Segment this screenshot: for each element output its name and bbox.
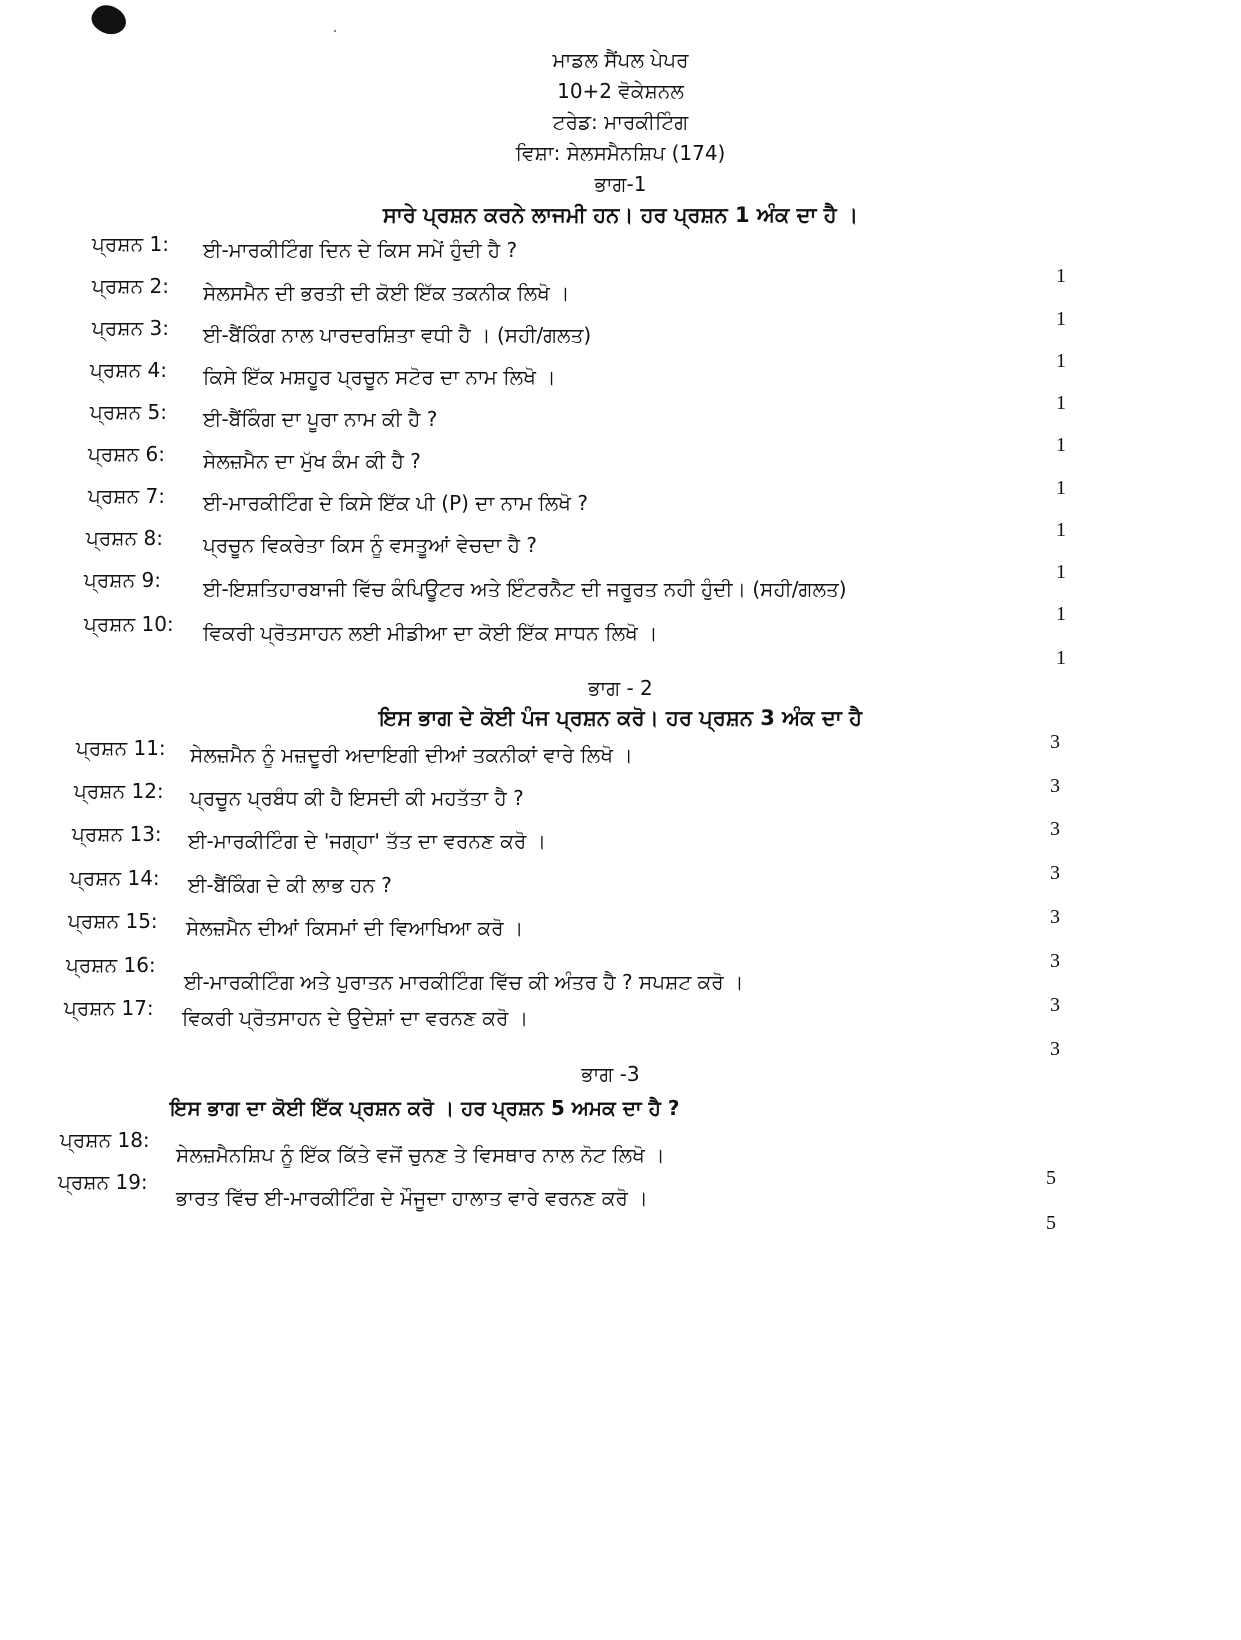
- mark-value: 3: [1050, 1038, 1060, 1060]
- mark-value: 5: [1046, 1212, 1056, 1234]
- ink-dot: [334, 30, 336, 32]
- question-label: ਪ੍ਰਸ਼ਨ 9:: [84, 568, 161, 592]
- mark-value: 1: [1056, 603, 1066, 625]
- question-text: ਪ੍ਰਚੂਨ ਵਿਕਰੇਤਾ ਕਿਸ ਨੂੰ ਵਸਤੂਆਂ ਵੇਚਦਾ ਹੈ ?: [203, 533, 538, 557]
- question-label: ਪ੍ਰਸ਼ਨ 6:: [88, 442, 165, 466]
- mark-value: 1: [1056, 308, 1066, 330]
- mark-value: 5: [1046, 1167, 1056, 1189]
- mark-value: 3: [1050, 731, 1060, 753]
- question-label: ਪ੍ਰਸ਼ਨ 2:: [92, 274, 169, 298]
- question-text: ਈ-ਇਸ਼ਤਿਹਾਰਬਾਜੀ ਵਿੱਚ ਕੰਪਿਊਟਰ ਅਤੇ ਇੰਟਰਨੈਟ ਦੀ ਜਰੂਰਤ ਨਹੀ ਹੁੰਦੀ। (ਸਹੀ/ਗਲਤ): [203, 577, 847, 601]
- question-text: ਸੇਲਜ਼ਮੈਨਸ਼ਿਪ ਨੂੰ ਇੱਕ ਕਿੱਤੇ ਵਜੋਂ ਚੁਨਣ ਤੇ ਵਿਸਥਾਰ ਨਾਲ ਨੋਟ ਲਿਖੋ ।: [176, 1143, 665, 1167]
- header-class: 10+2 ਵੋਕੇਸ਼ਨਲ: [557, 79, 684, 103]
- question-label: ਪ੍ਰਸ਼ਨ 16:: [66, 953, 156, 977]
- section-3-title: ਭਾਗ -3: [581, 1062, 640, 1086]
- mark-value: 3: [1050, 906, 1060, 928]
- question-label: ਪ੍ਰਸ਼ਨ 4:: [90, 358, 167, 382]
- section-3-instruction: ਇਸ ਭਾਗ ਦਾ ਕੋਈ ਇੱਕ ਪ੍ਰਸ਼ਨ ਕਰੋ । ਹਰ ਪ੍ਰਸ਼ਨ 5 ਅਮਕ ਦਾ ਹੈ ?: [170, 1096, 680, 1120]
- question-label: ਪ੍ਰਸ਼ਨ 18:: [60, 1128, 150, 1152]
- section-1-instruction: ਸਾਰੇ ਪ੍ਰਸ਼ਨ ਕਰਨੇ ਲਾਜਮੀ ਹਨ। ਹਰ ਪ੍ਰਸ਼ਨ 1 ਅੰਕ ਦਾ ਹੈ ।: [382, 203, 859, 227]
- question-text: ਪ੍ਰਚੂਨ ਪ੍ਰਬੰਧ ਕੀ ਹੈ ਇਸਦੀ ਕੀ ਮਹਤੱਤਾ ਹੈ ?: [190, 786, 524, 810]
- mark-value: 1: [1056, 392, 1066, 414]
- question-label: ਪ੍ਰਸ਼ਨ 17:: [64, 996, 154, 1020]
- question-text: ਸੇਲਜ਼ਮੈਨ ਦਾ ਮੁੱਖ ਕੰਮ ਕੀ ਹੈ ?: [203, 449, 421, 473]
- header-trade: ਟਰੇਡ: ਮਾਰਕੀਟਿੰਗ: [552, 110, 689, 134]
- mark-value: 1: [1056, 561, 1066, 583]
- question-text: ਸੇਲਜ਼ਮੈਨ ਦੀਆਂ ਕਿਸਮਾਂ ਦੀ ਵਿਆਖਿਆ ਕਰੋ ।: [186, 916, 524, 940]
- header-title: ਮਾਡਲ ਸੈਂਪਲ ਪੇਪਰ: [552, 48, 689, 72]
- mark-value: 1: [1056, 265, 1066, 287]
- question-label: ਪ੍ਰਸ਼ਨ 19:: [58, 1170, 148, 1194]
- section-2-title: ਭਾਗ - 2: [588, 676, 653, 700]
- question-label: ਪ੍ਰਸ਼ਨ 14:: [70, 866, 160, 890]
- mark-value: 1: [1056, 519, 1066, 541]
- question-text: ਈ-ਬੈਂਕਿੰਗ ਨਾਲ ਪਾਰਦਰਸ਼ਿਤਾ ਵਧੀ ਹੈ । (ਸਹੀ/ਗਲਤ): [203, 323, 592, 347]
- question-text: ਵਿਕਰੀ ਪ੍ਰੋਤਸਾਹਨ ਦੇ ਉਦੇਸ਼ਾਂ ਦਾ ਵਰਨਣ ਕਰੋ ।: [182, 1006, 529, 1030]
- question-label: ਪ੍ਰਸ਼ਨ 13:: [72, 822, 162, 846]
- mark-value: 3: [1050, 775, 1060, 797]
- question-text: ਈ-ਮਾਰਕੀਟਿੰਗ ਦੇ 'ਜਗ੍ਹਾ' ਤੱਤ ਦਾ ਵਰਨਣ ਕਰੋ ।: [188, 829, 547, 853]
- question-text: ਸੇਲਜ਼ਮੈਨ ਨੂੰ ਮਜ਼ਦੂਰੀ ਅਦਾਇਗੀ ਦੀਆਂ ਤਕਨੀਕਾਂ ਵਾਰੇ ਲਿਖੋ ।: [190, 743, 633, 767]
- question-label: ਪ੍ਰਸ਼ਨ 10:: [84, 612, 174, 636]
- question-label: ਪ੍ਰਸ਼ਨ 15:: [68, 909, 158, 933]
- mark-value: 1: [1056, 647, 1066, 669]
- question-text: ਭਾਰਤ ਵਿੱਚ ਈ-ਮਾਰਕੀਟਿੰਗ ਦੇ ਮੌਜੂਦਾ ਹਾਲਾਤ ਵਾਰੇ ਵਰਨਣ ਕਰੋ ।: [176, 1186, 648, 1210]
- question-text: ਈ-ਬੈਂਕਿੰਗ ਦਾ ਪੂਰਾ ਨਾਮ ਕੀ ਹੈ ?: [203, 407, 438, 431]
- question-label: ਪ੍ਰਸ਼ਨ 5:: [90, 400, 167, 424]
- mark-value: 1: [1056, 477, 1066, 499]
- question-text: ਈ-ਮਾਰਕੀਟਿੰਗ ਦਿਨ ਦੇ ਕਿਸ ਸਮੇਂ ਹੁੰਦੀ ਹੈ ?: [203, 238, 518, 262]
- question-text: ਈ-ਮਾਰਕੀਟਿੰਗ ਅਤੇ ਪੁਰਾਤਨ ਮਾਰਕੀਟਿੰਗ ਵਿੱਚ ਕੀ ਅੰਤਰ ਹੈ ? ਸਪਸ਼ਟ ਕਰੋ ।: [184, 970, 744, 994]
- question-label: ਪ੍ਰਸ਼ਨ 8:: [86, 526, 163, 550]
- ink-blot: [87, 0, 131, 41]
- question-label: ਪ੍ਰਸ਼ਨ 7:: [88, 484, 165, 508]
- mark-value: 3: [1050, 994, 1060, 1016]
- question-text: ਕਿਸੇ ਇੱਕ ਮਸ਼ਹੂਰ ਪ੍ਰਚੂਨ ਸਟੋਰ ਦਾ ਨਾਮ ਲਿਖੋ ।: [203, 365, 556, 389]
- mark-value: 3: [1050, 862, 1060, 884]
- question-label: ਪ੍ਰਸ਼ਨ 3:: [92, 316, 169, 340]
- question-text: ਵਿਕਰੀ ਪ੍ਰੋਤਸਾਹਨ ਲਈ ਮੀਡੀਆ ਦਾ ਕੋਈ ਇੱਕ ਸਾਧਨ ਲਿਖੋ ।: [203, 621, 658, 645]
- question-text: ਈ-ਬੈਂਕਿੰਗ ਦੇ ਕੀ ਲਾਭ ਹਨ ?: [188, 873, 392, 897]
- mark-value: 1: [1056, 350, 1066, 372]
- mark-value: 1: [1056, 434, 1066, 456]
- mark-value: 3: [1050, 818, 1060, 840]
- question-label: ਪ੍ਰਸ਼ਨ 11:: [76, 736, 166, 760]
- header-subject: ਵਿਸ਼ਾ: ਸੇਲਸਮੈਨਸ਼ਿਪ (174): [515, 141, 726, 165]
- section-2-instruction: ਇਸ ਭਾਗ ਦੇ ਕੋਈ ਪੰਜ ਪ੍ਰਸ਼ਨ ਕਰੋ। ਹਰ ਪ੍ਰਸ਼ਨ 3 ਅੰਕ ਦਾ ਹੈ: [379, 706, 862, 730]
- mark-value: 3: [1050, 950, 1060, 972]
- question-text: ਈ-ਮਾਰਕੀਟਿੰਗ ਦੇ ਕਿਸੇ ਇੱਕ ਪੀ (P) ਦਾ ਨਾਮ ਲਿਖੋ ?: [203, 491, 588, 515]
- section-1-title: ਭਾਗ-1: [594, 172, 647, 196]
- question-label: ਪ੍ਰਸ਼ਨ 12:: [74, 779, 164, 803]
- question-text: ਸੇਲਸਮੈਨ ਦੀ ਭਰਤੀ ਦੀ ਕੋਈ ਇੱਕ ਤਕਨੀਕ ਲਿਖੋ ।: [203, 281, 570, 305]
- question-label: ਪ੍ਰਸ਼ਨ 1:: [92, 232, 169, 256]
